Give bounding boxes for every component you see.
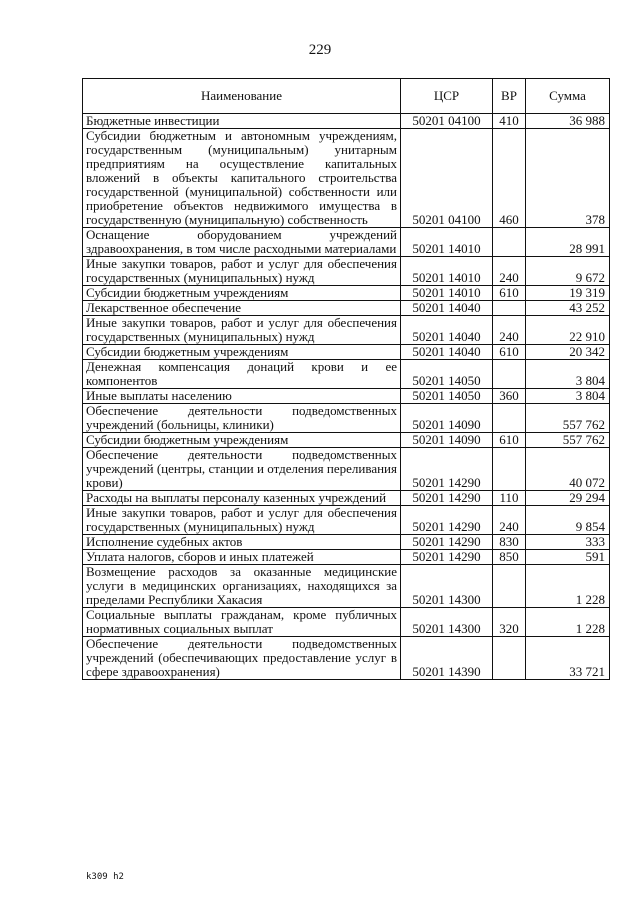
csr-cell: 50201 14040: [401, 316, 493, 345]
table-row: [83, 608, 610, 637]
sum-cell: 1 228: [526, 608, 610, 637]
vr-cell: 320: [493, 608, 526, 637]
budget-table: [82, 78, 610, 680]
page-number: 229: [308, 42, 332, 58]
vr-cell: 240: [493, 257, 526, 286]
vr-cell: 360: [493, 389, 526, 404]
sum-cell: 28 991: [526, 228, 610, 257]
table-row: [83, 129, 610, 228]
vr-cell: 610: [493, 345, 526, 360]
header-csr: ЦСР: [401, 79, 493, 114]
vr-cell: [493, 565, 526, 608]
name-cell: Субсидии бюджетным учреждениям: [83, 433, 401, 448]
csr-cell: 50201 14290: [401, 535, 493, 550]
vr-cell: 110: [493, 491, 526, 506]
table-header-row: [83, 79, 610, 114]
csr-cell: 50201 14390: [401, 637, 493, 680]
csr-cell: 50201 14040: [401, 345, 493, 360]
sum-cell: 40 072: [526, 448, 610, 491]
table-row: [83, 404, 610, 433]
sum-cell: 36 988: [526, 114, 610, 129]
sum-cell: 3 804: [526, 389, 610, 404]
vr-cell: 610: [493, 433, 526, 448]
sum-cell: 557 762: [526, 433, 610, 448]
header-name: Наименование: [83, 79, 401, 114]
table-row: [83, 637, 610, 680]
table-row: [83, 286, 610, 301]
vr-cell: 460: [493, 129, 526, 228]
name-cell: Обеспечение деятельности подведомственных учреждений (центры, станции и отделения переливания крови): [83, 448, 401, 491]
name-cell: Иные выплаты населению: [83, 389, 401, 404]
table-row: [83, 389, 610, 404]
table-row: [83, 360, 610, 389]
csr-cell: 50201 14050: [401, 360, 493, 389]
csr-cell: 50201 14290: [401, 491, 493, 506]
table-row: [83, 565, 610, 608]
table-row: [83, 257, 610, 286]
table-row: [83, 491, 610, 506]
sum-cell: 33 721: [526, 637, 610, 680]
table-row: [83, 448, 610, 491]
csr-cell: 50201 14010: [401, 286, 493, 301]
csr-cell: 50201 14010: [401, 257, 493, 286]
name-cell: Расходы на выплаты персоналу казенных учреждений: [83, 491, 401, 506]
csr-cell: 50201 14290: [401, 550, 493, 565]
csr-cell: 50201 14300: [401, 608, 493, 637]
vr-cell: 610: [493, 286, 526, 301]
table-row: [83, 114, 610, 129]
table-row: [83, 550, 610, 565]
csr-cell: 50201 14290: [401, 506, 493, 535]
name-cell: Субсидии бюджетным учреждениям: [83, 345, 401, 360]
csr-cell: 50201 14040: [401, 301, 493, 316]
vr-cell: 240: [493, 506, 526, 535]
name-cell: Иные закупки товаров, работ и услуг для обеспечения государственных (муниципальных) нужд: [83, 316, 401, 345]
sum-cell: 557 762: [526, 404, 610, 433]
sum-cell: 9 672: [526, 257, 610, 286]
vr-cell: [493, 228, 526, 257]
header-sum: Сумма: [526, 79, 610, 114]
name-cell: Иные закупки товаров, работ и услуг для обеспечения государственных (муниципальных) нужд: [83, 506, 401, 535]
name-cell: Денежная компенсация донаций крови и ее компонентов: [83, 360, 401, 389]
csr-cell: 50201 14300: [401, 565, 493, 608]
sum-cell: 19 319: [526, 286, 610, 301]
name-cell: Обеспечение деятельности подведомственных учреждений (обеспечивающих предоставление услуг в сфере здравоохранения): [83, 637, 401, 680]
name-cell: Субсидии бюджетным учреждениям: [83, 286, 401, 301]
vr-cell: 410: [493, 114, 526, 129]
csr-cell: 50201 04100: [401, 129, 493, 228]
table-row: [83, 345, 610, 360]
sum-cell: 43 252: [526, 301, 610, 316]
vr-cell: 240: [493, 316, 526, 345]
csr-cell: 50201 04100: [401, 114, 493, 129]
sum-cell: 333: [526, 535, 610, 550]
sum-cell: 20 342: [526, 345, 610, 360]
table-row: [83, 301, 610, 316]
csr-cell: 50201 14050: [401, 389, 493, 404]
table-row: [83, 535, 610, 550]
name-cell: Обеспечение деятельности подведомственных учреждений (больницы, клиники): [83, 404, 401, 433]
name-cell: Уплата налогов, сборов и иных платежей: [83, 550, 401, 565]
vr-cell: [493, 301, 526, 316]
vr-cell: [493, 404, 526, 433]
sum-cell: 29 294: [526, 491, 610, 506]
table-row: [83, 228, 610, 257]
vr-cell: 830: [493, 535, 526, 550]
footer-code: k309 h2: [86, 872, 124, 882]
sum-cell: 378: [526, 129, 610, 228]
table-body: [83, 114, 610, 680]
vr-cell: [493, 360, 526, 389]
name-cell: Бюджетные инвестиции: [83, 114, 401, 129]
csr-cell: 50201 14010: [401, 228, 493, 257]
name-cell: Субсидии бюджетным и автономным учреждениям, государственным (муниципальным) унитарным предприятиям на осуществление капитальных вложений в объекты капитального строительства государственной (муниципальной) собственности или приобретение объектов недвижимого имущества в государственную (муниципальную) собственность: [83, 129, 401, 228]
name-cell: Иные закупки товаров, работ и услуг для обеспечения государственных (муниципальных) нужд: [83, 257, 401, 286]
csr-cell: 50201 14090: [401, 404, 493, 433]
vr-cell: 850: [493, 550, 526, 565]
name-cell: Лекарственное обеспечение: [83, 301, 401, 316]
sum-cell: 22 910: [526, 316, 610, 345]
sum-cell: 591: [526, 550, 610, 565]
name-cell: Социальные выплаты гражданам, кроме публичных нормативных социальных выплат: [83, 608, 401, 637]
header-vr: ВР: [493, 79, 526, 114]
table-row: [83, 316, 610, 345]
table-row: [83, 433, 610, 448]
sum-cell: 3 804: [526, 360, 610, 389]
sum-cell: 9 854: [526, 506, 610, 535]
vr-cell: [493, 448, 526, 491]
table-row: [83, 506, 610, 535]
sum-cell: 1 228: [526, 565, 610, 608]
name-cell: Исполнение судебных актов: [83, 535, 401, 550]
csr-cell: 50201 14290: [401, 448, 493, 491]
vr-cell: [493, 637, 526, 680]
name-cell: Возмещение расходов за оказанные медицинские услуги в медицинских организациях, находящихся за пределами Республики Хакасия: [83, 565, 401, 608]
name-cell: Оснащение оборудованием учреждений здравоохранения, в том числе расходными материалами: [83, 228, 401, 257]
csr-cell: 50201 14090: [401, 433, 493, 448]
